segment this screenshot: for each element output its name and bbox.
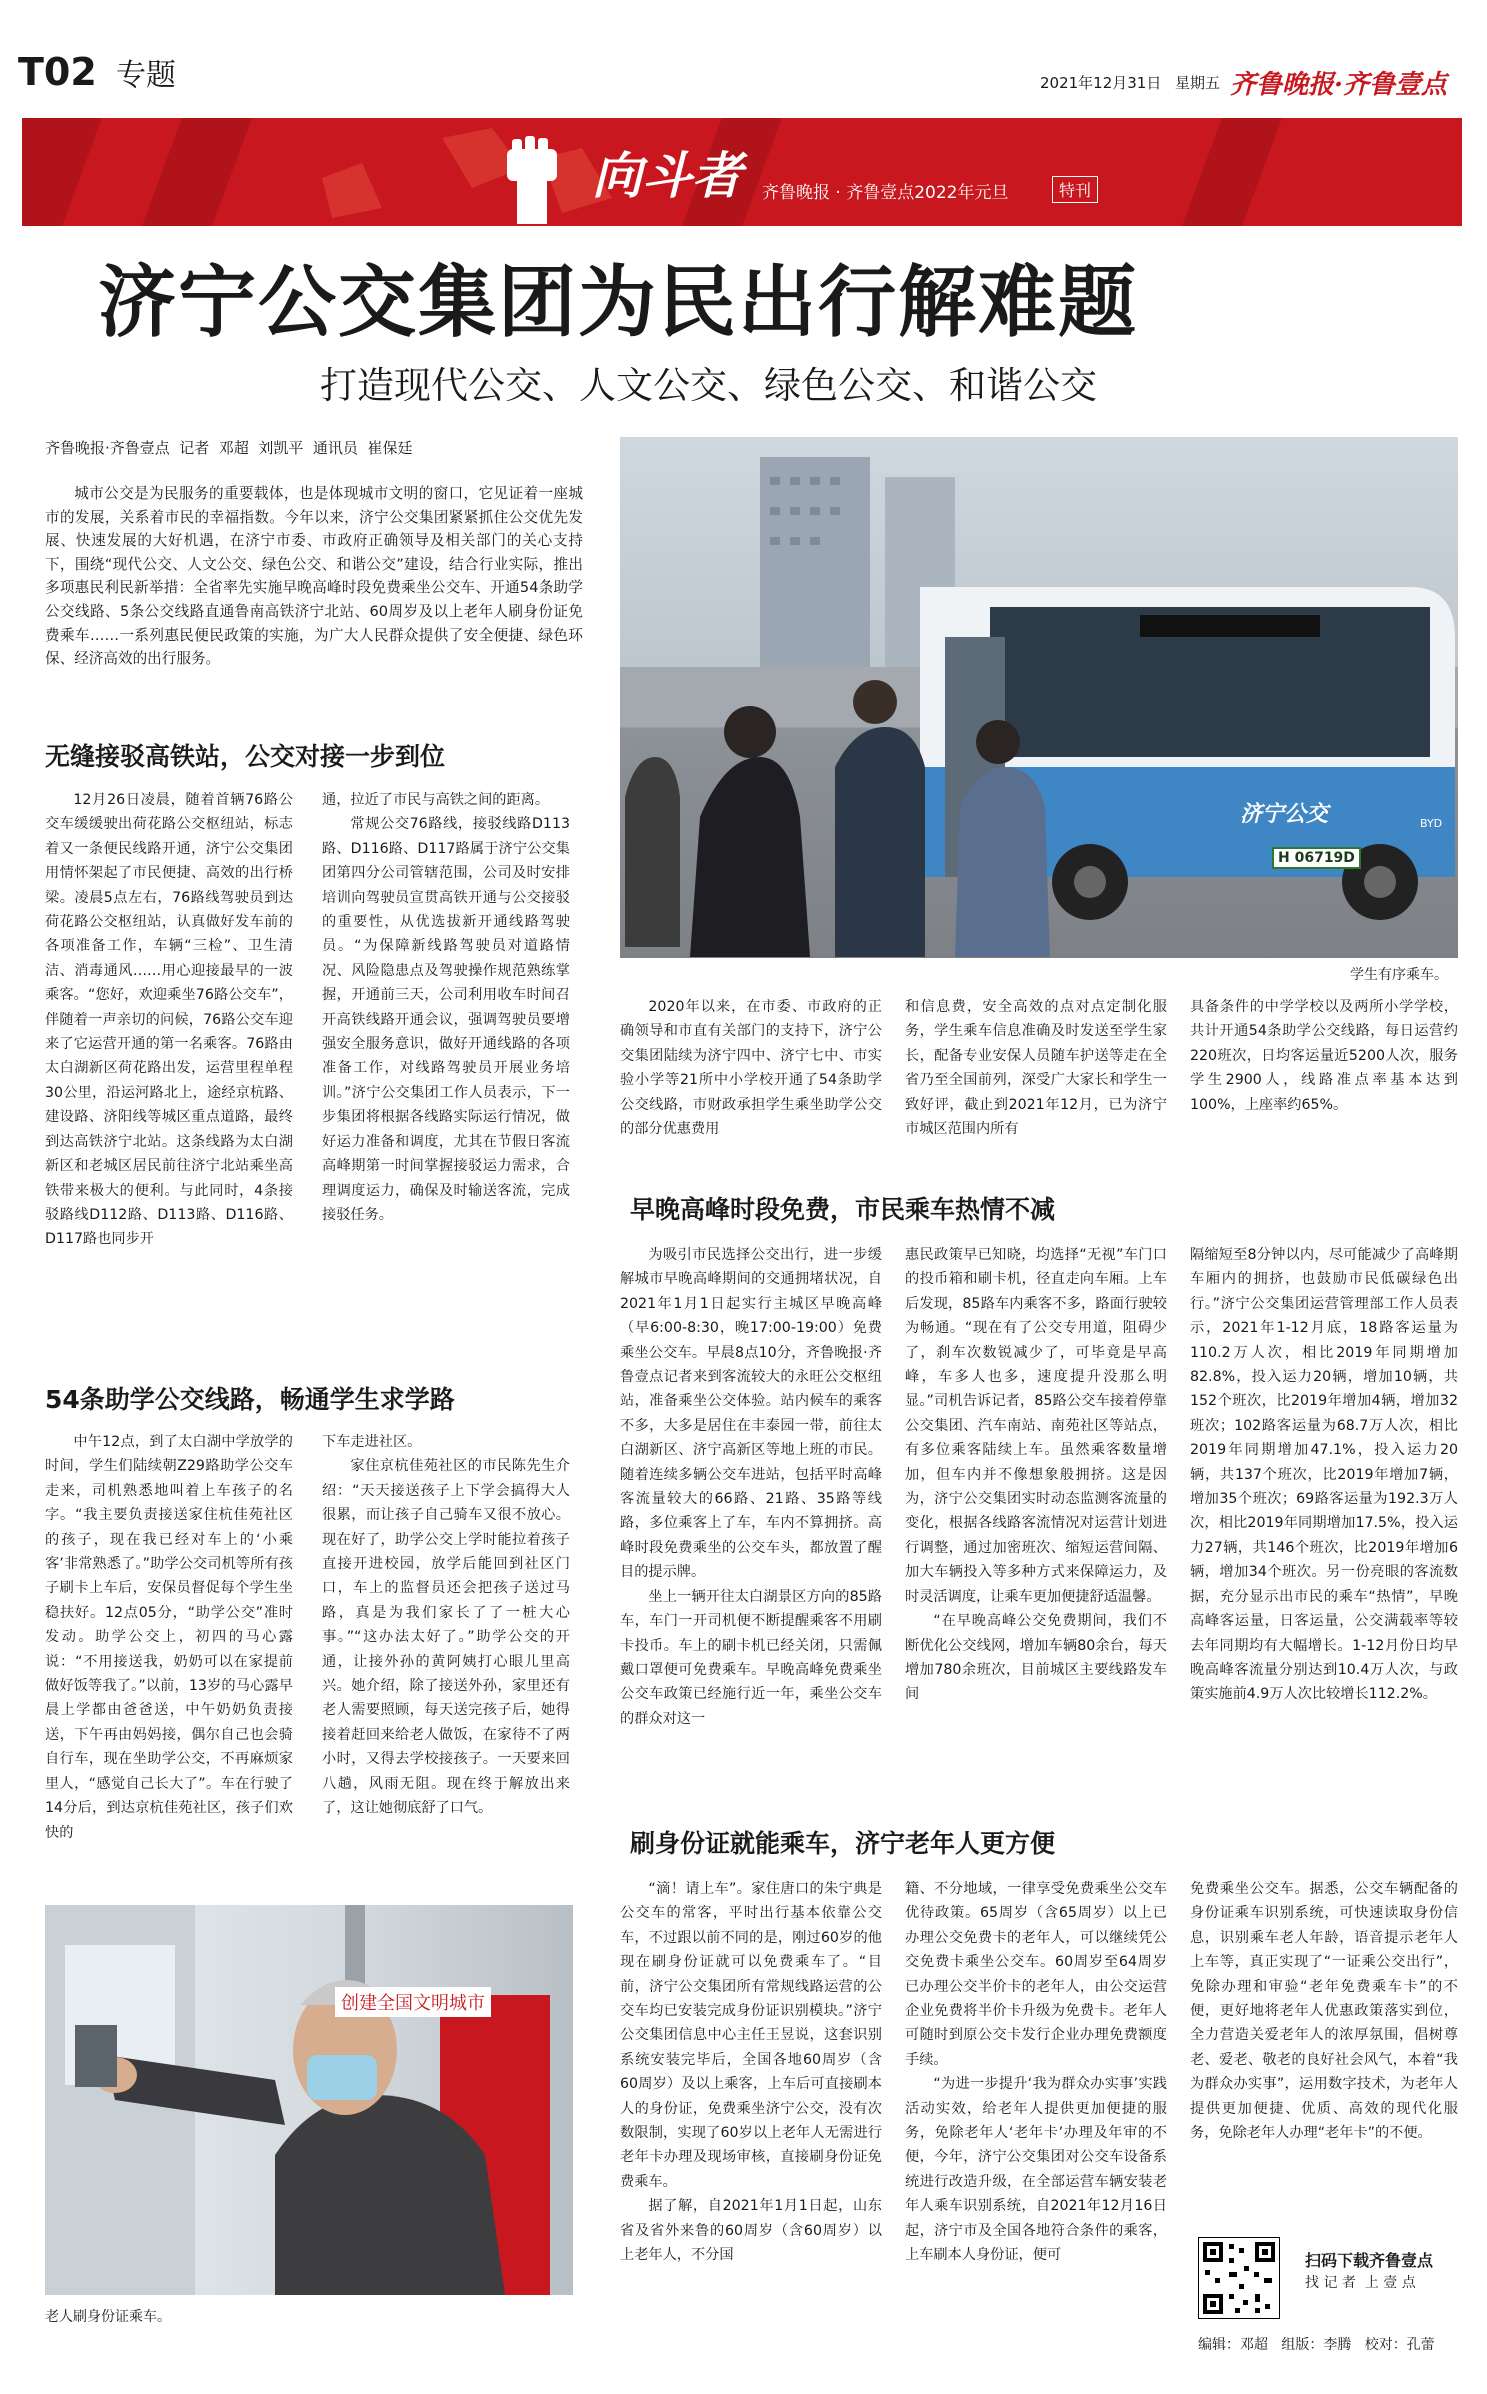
- section4-title: 刷身份证就能乘车，济宁老年人更方便: [630, 1829, 1056, 1858]
- subheadline: 打造现代公交、人文公交、绿色公交、和谐公交: [320, 364, 1097, 407]
- section3-col1-p1: 为吸引市民选择公交出行，进一步缓解城市早晚高峰期间的交通拥堵状况，自2021年1月1日起实行主城区早晚高峰（早6:00-8:30，晚17:00-19:00）免费乘坐公交车。早晨8点10分，齐鲁晚报·齐鲁壹点记者来到客流较大的永旺公交枢纽站，准备乘坐公交体验。站内候车的乘客不多，大多是居住在丰泰园一带，前往太白湖新区、济宁高新区等地上班的市民。随着连续多辆公交车进站，包括平时高峰客流量较大的66路、21路、35路等线路，多位乘客上了车，车内不算拥挤。高峰时段免费乘坐的公交车头，都放置了醒目的提示牌。: [620, 1247, 882, 1581]
- banner-pattern: [22, 118, 1462, 226]
- lead-text: 城市公交是为民服务的重要载体，也是体现城市文明的窗口，它见证着一座城市的发展，关系着市民的幸福指数。今年以来，济宁公交集团紧紧抓住公交优先发展、快速发展的大好机遇，在济宁市委、市政府正确领导及相关部门的关心支持下，围绕“现代公交、人文公交、绿色公交、和谐公交”建设，结合行业实际，推出多项惠民利民新举措：全省率先实施早晚高峰时段免费乘坐公交车、开通54条助学公交线路、5条公交线路直通鲁南高铁济宁北站、60周岁及以上老年人刷身份证免费乘车……一系列惠民便民政策的实施，为广大人民群众提供了安全便捷、绿色环保、经济高效的出行服务。: [45, 485, 583, 668]
- section3-col3-p1: 隔缩短至8分钟以内，尽可能减少了高峰期车厢内的拥挤，也鼓励市民低碳绿色出行。”济宁公交集团运营管理部工作人员表示，2021年1-12月底，18路客运量为110.2万人次，相比2019年同期增加82.8%，投入运力20辆，增加10辆，共152个班次，比2019年增加4辆，增加32班次；102路客运量为68.7万人次，相比2019年同期增加47.1%，投入运力20辆，共137个班次，比2019年增加7辆，增加35个班次；69路客运量为192.3万人次，相比2019年同期增加17.5%，投入运力27辆，共146个班次，比2019年增加6辆，增加34个班次。另一份亮眼的客流数据，充分显示出市民的乘车“热情”，早晚高峰客运量，日客运量，公交满载率等较去年同期均有大幅增长。1-12月份日均早晚高峰客流量分别达到10.4万人次，与政策实施前4.9万人次比较增长112.2%。: [1190, 1247, 1458, 1703]
- section2-col1-p1: 中午12点，到了太白湖中学放学的时间，学生们陆续朝Z29路助学公交车走来，司机熟悉地叫着上车孩子的名字。“我主要负责接送家住杭佳苑社区的孩子，现在我已经对车上的‘小乘客’非常熟悉了。”助学公交司机等所有孩子刷卡上车后，安保员督促每个学生坐稳扶好。12点05分，“助学公交”准时发动。助学公交上，初四的马心露说：“不用接送我，奶奶可以在家提前做好饭等我了。”以前，13岁的马心露早晨上学都由爸爸送，中午奶奶负责接送，下午再由妈妈接，偶尔自己也会骑自行车，现在坐助学公交，不再麻烦家里人，“感觉自己长大了”。车在行驶了14分后，到达京杭佳苑社区，孩子们欢快的: [45, 1434, 293, 1841]
- editors-line: 编辑：邓超 组版：李腾 校对：孔蕾: [1198, 2337, 1435, 2353]
- qr-sublabel: 找 记 者 上 壹 点: [1305, 2275, 1416, 2291]
- qr-label: 扫码下载齐鲁壹点: [1305, 2251, 1434, 2270]
- section3-col2-p2: “在早晚高峰公交免费期间，我们不断优化公交线网，增加车辆80余台，每天增加780余班次，目前城区主要线路发车间: [905, 1613, 1167, 1703]
- lead-paragraph: [45, 482, 583, 671]
- section2-col3-p1: 2020年以来，在市委、市政府的正确领导和市直有关部门的支持下，济宁公交集团陆续为济宁四中、济宁七中、市实验小学等21所中小学校开通了54条助学公交线路，市财政承担学生乘坐助学公交的部分优惠费用: [620, 999, 882, 1138]
- section2-col1: [45, 1430, 293, 1845]
- section1-title: 无缝接驳高铁站，公交对接一步到位: [45, 742, 446, 771]
- section4-col1-p1: “滴！请上车”。家住唐口的朱宁典是公交车的常客，平时出行基本依靠公交车，不过跟以前不同的是，刚过60岁的他现在刷身份证就可以免费乘车了。“目前，济宁公交集团所有常规线路运营的公交车均已安装完成身份证识别模块。”济宁公交集团信息中心主任王昱说，这套识别系统安装完毕后，全国各地60周岁（含60周岁）及以上乘客，上车后可直接刷本人的身份证，免费乘坐济宁公交，没有次数限制，实现了60岁以上老年人无需进行老年卡办理及现场审核，直接刷身份证免费乘车。: [620, 1881, 882, 2190]
- section3-col2-p1: 惠民政策早已知晓，均选择“无视”车门口的投币箱和刷卡机，径直走向车厢。上车后发现，85路车内乘客不多，路面行驶较为畅通。“现在有了公交专用道，阻碍少了，刹车次数锐减少了，可毕竟是早高峰，车多人也多，速度提升没那么明显。”司机告诉记者，85路公交车接着停靠公交集团、汽车南站、南苑社区等站点，有多位乘客陆续上车。虽然乘客数量增加，但车内并不像想象般拥挤。这是因为，济宁公交集团实时动态监测客流量的变化，根据各线路客流情况对运营计划进行调整，通过加密班次、缩短运营间隔、加大车辆投入等多种方式来保障运力，及时灵活调度，让乘车更加便捷舒适温馨。: [905, 1247, 1167, 1605]
- section4-col3: [1190, 1877, 1458, 2145]
- raised-fist-icon: [477, 124, 587, 224]
- bus-photo-caption: 学生有序乘车。: [1350, 967, 1448, 983]
- section-name: 专题: [116, 58, 176, 93]
- section2-title: 54条助学公交线路，畅通学生求学路: [45, 1385, 455, 1414]
- banner-title: 向斗者: [592, 146, 742, 205]
- section2-col3: [620, 995, 882, 1141]
- license-plate: H 06719D: [1272, 847, 1361, 869]
- section3-title: 早晚高峰时段免费，市民乘车热情不减: [630, 1195, 1056, 1224]
- section4-col3-p1: 免费乘坐公交车。据悉，公交车辆配备的身份证乘车识别系统，可快速读取身份信息，识别乘车老人年龄，语音提示老年人上车等，真正实现了“一证乘公交出行”，免除办理和审验“老年免费乘车卡”的不便，更好地将老年人优惠政策落实到位，全力营造关爱老年人的浓厚氛围，倡树尊老、爱老、敬老的良好社会风气，本着“我为群众办实事”，运用数字技术，为老年人提供更加便捷、优质、高效的现代化服务，免除老年人办理“老年卡”的不便。: [1190, 1881, 1458, 2142]
- section1-col1: [45, 788, 293, 1252]
- section3-col1-p2: 坐上一辆开往太白湖景区方向的85路车，车门一开司机便不断提醒乘客不用刷卡投币。车上的刷卡机已经关闭，只需佩戴口罩便可免费乘车。早晚高峰免费乘坐公交车政策已经施行近一年，乘坐公交车的群众对这一: [620, 1588, 882, 1727]
- section4-col1: [620, 1877, 882, 2268]
- section2-col2-p1: 下车走进社区。: [322, 1434, 422, 1450]
- section2-col5: [1190, 995, 1458, 1117]
- elder-scene: [45, 1905, 573, 2295]
- bus-badge: BYD: [1420, 817, 1443, 830]
- section4-col1-p2: 据了解，自2021年1月1日起，山东省及省外来鲁的60周岁（含60周岁）以上老年人，不分国: [620, 2198, 882, 2264]
- section3-col2: [905, 1243, 1167, 1707]
- section4-col2-p2: “为进一步提升‘我为群众办实事’实践活动实效，给老年人提供更加便捷的服务，免除老年人‘老年卡’办理及年审的不便，今年，济宁公交集团对公交车设备系统进行改造升级，在全部运营车辆安装老年人乘车识别系统，自2021年12月16日起，济宁市及全国各地符合条件的乘客，上车刷本人身份证，便可: [905, 2076, 1167, 2264]
- byline: 齐鲁晚报·齐鲁壹点 记者 邓超 刘凯平 通讯员 崔保廷: [45, 439, 413, 457]
- section2-col4: [905, 995, 1167, 1141]
- section3-col1: [620, 1243, 882, 1731]
- section4-col2-p1: 籍、不分地域，一律享受免费乘坐公交车优待政策。65周岁（含65周岁）以上已办理公交免费卡的老年人，可以继续凭公交免费卡乘坐公交车。60周岁至64周岁已办理公交半价卡的老年人，由公交运营企业免费将半价卡升级为免费卡。老年人可随时到原公交卡发行企业办理免费额度手续。: [905, 1881, 1167, 2068]
- elder-photo: [45, 1905, 573, 2295]
- section2-col2: [322, 1430, 570, 1821]
- elder-photo-caption: 老人刷身份证乘车。: [45, 2309, 171, 2325]
- issue-weekday: 星期五: [1175, 74, 1221, 92]
- section1-col1-p1: 12月26日凌晨，随着首辆76路公交车缓缓驶出荷花路公交枢纽站，标志着又一条便民线路开通，济宁公交集团用情怀架起了市民便捷、高效的出行桥梁。凌晨5点左右，76路线驾驶员到达荷花路公交枢纽站，认真做好发车前的各项准备工作，车辆“三检”、卫生清洁、消毒通风……用心迎接最早的一波乘客。“您好，欢迎乘坐76路公交车”，伴随着一声亲切的问候，76路公交车迎来了它运营开通的第一名乘客。76路由太白湖新区荷花路出发，运营里程单程30公里，沿运河路北上，途经京杭路、建设路、济阳线等城区重点道路，最终到达高铁济宁北站。这条线路为太白湖新区和老城区居民前往济宁北站乘坐高铁带来极大的便利。与此同时，4条接驳路线D112路、D113路、D116路、D117路也同步开: [45, 792, 293, 1248]
- section1-col2-p2: 常规公交76路线，接驳线路D113路、D116路、D117路属于济宁公交集团第四分公司管辖范围，公司及时安排培训向驾驶员宣贯高铁开通与公交接驳的重要性，从优选拔新开通线路驾驶员。“为保障新线路驾驶员对道路情况、风险隐患点及驾驶操作规范熟练掌握，开通前三天，公司利用收车时间召开高铁线路开通会议，强调驾驶员要增强安全服务意识，做好开通线路的各项准备工作，对线路驾驶员开展业务培训。”济宁公交集团工作人员表示，下一步集团将根据各线路实际运行情况，做好运力准备和调度，尤其在节假日客流高峰期第一时间掌握接驳运力需求，合理调度运力，确保及时输送客流，完成接驳任务。: [322, 816, 570, 1223]
- section2-col4-p1: 和信息费，安全高效的点对点定制化服务，学生乘车信息准确及时发送至学生家长，配备专业安保人员随车护送等走在全省乃至全国前列，深受广大家长和学生一致好评，截止到2021年12月，已为济宁市城区范围内所有: [905, 999, 1167, 1138]
- banner-text: 齐鲁晚报 · 齐鲁壹点2022年元旦: [762, 183, 1009, 203]
- qr-code-icon: [1199, 2238, 1279, 2318]
- newspaper-logo: 齐鲁晚报·齐鲁壹点: [1230, 70, 1448, 100]
- bus-brand: 济宁公交: [1240, 801, 1329, 827]
- section1-col2-p1: 通，拉近了市民与高铁之间的距离。: [322, 792, 550, 808]
- page-code: T02: [18, 50, 97, 94]
- elder-photo-sign: 创建全国文明城市: [335, 1987, 491, 2017]
- special-banner: [22, 118, 1462, 226]
- section2-col2-p2: 家住京杭佳苑社区的市民陈先生介绍：“天天接送孩子上下学会搞得大人很累，而让孩子自己骑车又很不放心。现在好了，助学公交上学时能拉着孩子直接开进校园，放学后能回到社区门口，车上的监督员还会把孩子送过马路，真是为我们家长了了一桩大心事。”“这办法太好了。”助学公交的开通，让接外孙的黄阿姨打心眼儿里高兴。她介绍，除了接送外孙，家里还有老人需要照顾，每天送完孩子后，她得接着赶回来给老人做饭，在家待不了两小时，又得去学校接孩子。一天要来回八趟，风雨无阻。现在终于解放出来了，这让她彻底舒了口气。: [322, 1458, 570, 1817]
- section2-col5-p1: 具备条件的中学学校以及两所小学学校，共计开通54条助学公交线路，每日运营约220班次，日均客运量近5200人次，服务学生2900人，线路准点率基本达到100%，上座率约65%。: [1190, 999, 1458, 1113]
- section4-col2: [905, 1877, 1167, 2268]
- section1-col2: [322, 788, 570, 1227]
- qr-code[interactable]: [1198, 2237, 1280, 2319]
- section3-col3: [1190, 1243, 1458, 1707]
- issue-date: 2021年12月31日: [1040, 74, 1162, 92]
- banner-tag: 特刊: [1052, 176, 1098, 203]
- bus-scene: [620, 437, 1458, 958]
- bus-photo: [620, 437, 1458, 958]
- headline: 济宁公交集团为民出行解难题: [98, 257, 1139, 348]
